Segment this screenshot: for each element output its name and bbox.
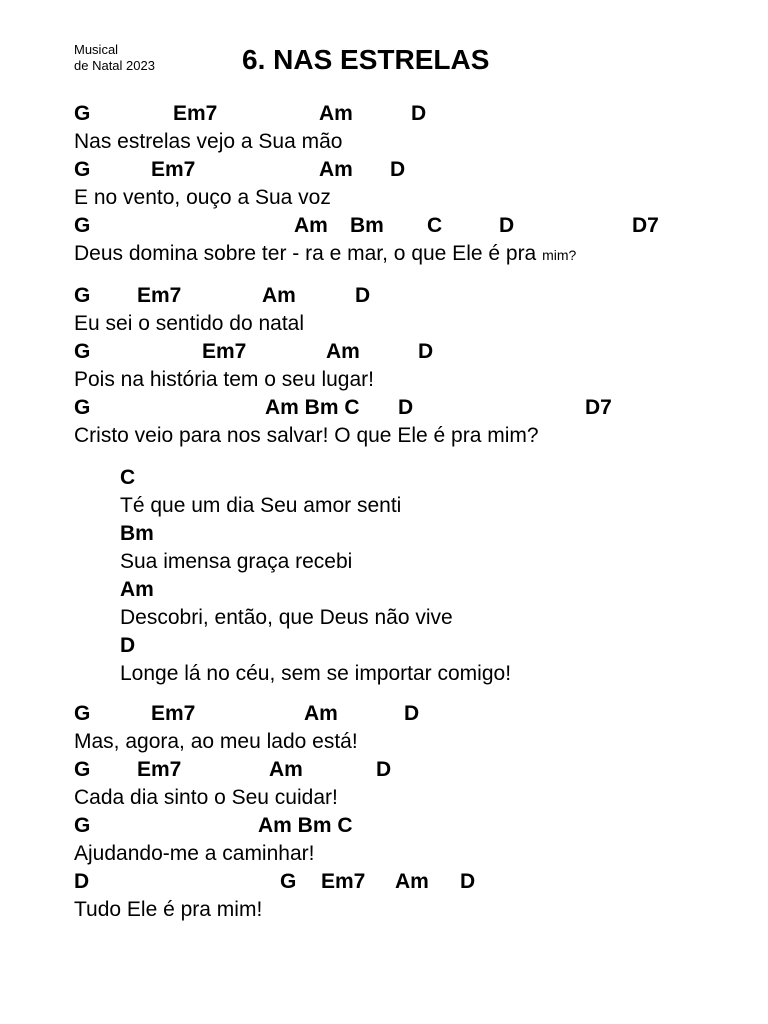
chord: D7 [585,396,612,419]
chord: G [74,158,91,181]
chord: Am [395,870,429,893]
chord: G [74,284,91,307]
chord: Em7 [173,102,218,125]
chord: D [418,340,434,363]
chord: G [74,340,91,363]
lyric-main: Deus domina sobre ter - ra e mar, o que Ele é pra [74,242,537,265]
chord: Bm [350,214,384,237]
chord: Em7 [137,758,182,781]
chord: D [411,102,427,125]
chord: Am Bm C [258,814,353,837]
lyric-line [0,184,768,212]
lyric-line [0,548,768,576]
chord: Em7 [137,284,182,307]
chord: Am [262,284,296,307]
song-title: 6. NAS ESTRELAS [242,44,490,75]
chord-line [0,394,768,422]
lyric-line [0,604,768,632]
chord: G [74,702,91,725]
chord-line [0,156,768,184]
chord: C [427,214,443,237]
chord: D [376,758,392,781]
chord: Am [326,340,360,363]
chord: Am [294,214,328,237]
lyric-line [0,840,768,868]
lyric-line [0,128,768,156]
lyric-text: Tudo Ele é pra mim! [74,898,263,921]
chord: G [74,814,91,837]
lyric-line [0,784,768,812]
lyric-line [0,660,768,688]
lyric-line [0,240,768,268]
chord: D [74,870,90,893]
chord: Am [319,102,353,125]
lyric-line [0,492,768,520]
chord: D [390,158,406,181]
chord-line [0,632,768,660]
chord-line [0,464,768,492]
chord: Am [304,702,338,725]
chord: Em7 [321,870,366,893]
chord: G [280,870,297,893]
lyric-text: Nas estrelas vejo a Sua mão [74,130,343,153]
lyric-line [0,728,768,756]
chord-line [0,756,768,784]
chord-line [0,576,768,604]
lyric-line [0,422,768,450]
chord: G [74,102,91,125]
musical-label [74,42,155,74]
chord-line [0,520,768,548]
chord: Em7 [151,158,196,181]
chord: Am [269,758,303,781]
lyric-text: E no vento, ouço a Sua voz [74,186,331,209]
chord: Am Bm C [265,396,360,419]
chord: D [355,284,371,307]
chord: G [74,396,91,419]
chord-line [0,100,768,128]
lyric-line [0,896,768,924]
lyric-line [0,310,768,338]
chord-line [0,812,768,840]
lyric-text: Descobri, então, que Deus não vive [120,606,453,629]
lyric-small-end: mim? [542,247,577,263]
lyric-text: Cristo veio para nos salvar! O que Ele é pra mim? [74,424,539,447]
lyric-line [0,366,768,394]
chord-line [0,338,768,366]
lyric-text: Eu sei o sentido do natal [74,312,304,335]
chord: D [499,214,515,237]
musical-line-1: Musical [74,42,119,57]
chord: D [120,634,136,657]
lyric-text: Longe lá no céu, sem se importar comigo! [120,662,512,685]
lyric-text: Cada dia sinto o Seu cuidar! [74,786,338,809]
chord: Am [120,578,154,601]
chord: Am [319,158,353,181]
musical-line-2: de Natal 2023 [74,58,155,73]
lyric-text: Pois na história tem o seu lugar! [74,368,374,391]
chord-line [0,700,768,728]
chord: Em7 [202,340,247,363]
lyric-text: Sua imensa graça recebi [120,550,353,573]
lyric-text [74,240,576,269]
chord-line [0,868,768,896]
chord-line [0,282,768,310]
chord: Bm [120,522,154,545]
lyric-text: Té que um dia Seu amor senti [120,494,402,517]
chord-line [0,212,768,240]
lyric-text: Mas, agora, ao meu lado está! [74,730,358,753]
chord: D7 [632,214,659,237]
lyric-text: Ajudando-me a caminhar! [74,842,315,865]
chord: C [120,466,136,489]
chord: Em7 [151,702,196,725]
chord: D [404,702,420,725]
chord: D [460,870,476,893]
chord: G [74,758,91,781]
chord: G [74,214,91,237]
chord: D [398,396,414,419]
